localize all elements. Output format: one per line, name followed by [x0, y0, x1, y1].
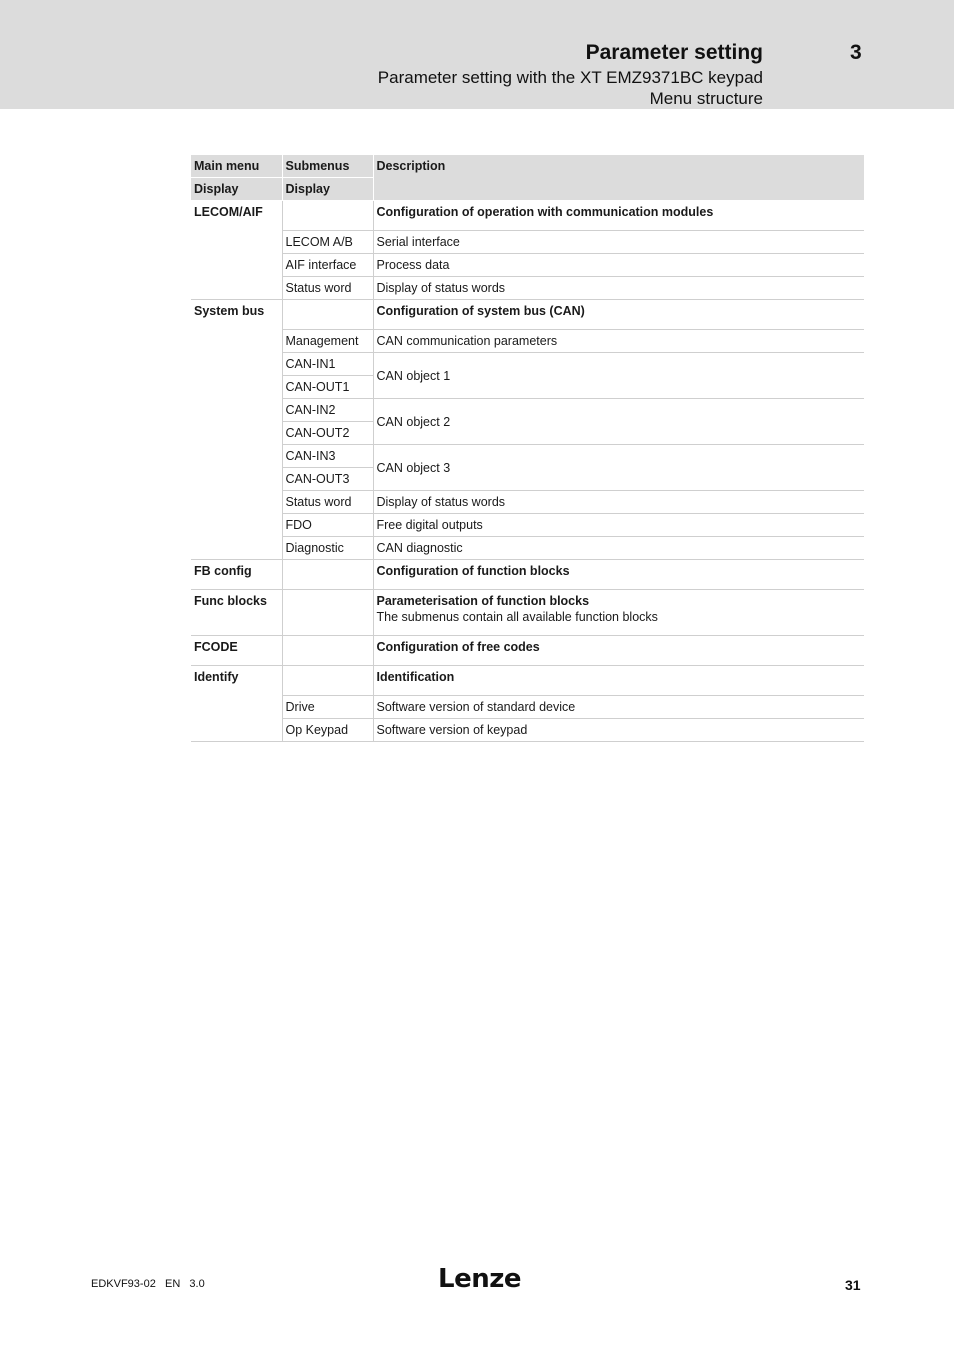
- table-row: [191, 231, 864, 254]
- table-row: [191, 201, 864, 231]
- table-row: [191, 399, 864, 422]
- submenu-description: CAN object 3: [373, 445, 864, 491]
- submenu-can-in1: CAN-IN1: [282, 353, 373, 376]
- chapter-number: 3: [850, 41, 862, 64]
- submenu-cell: [282, 636, 373, 666]
- submenu-description: Display of status words: [373, 277, 864, 300]
- subsection-subtitle: Menu structure: [649, 89, 763, 108]
- table-header-row: [191, 155, 864, 178]
- table-row: [191, 537, 864, 560]
- submenu-description: Software version of keypad: [373, 719, 864, 742]
- submenu-management: Management: [282, 330, 373, 353]
- table-row: [191, 353, 864, 376]
- submenu-description: CAN communication parameters: [373, 330, 864, 353]
- group-description: Identification: [373, 666, 864, 696]
- group-description: Configuration of operation with communication modules: [373, 201, 864, 231]
- submenu-description: Free digital outputs: [373, 514, 864, 537]
- submenu-fdo: FDO: [282, 514, 373, 537]
- submenu-description: CAN object 1: [373, 353, 864, 399]
- main-menu-fb-config: FB config: [191, 560, 282, 590]
- chapter-title: Parameter setting: [585, 41, 763, 64]
- submenu-cell: [282, 201, 373, 231]
- table-row: [191, 560, 864, 590]
- menu-structure-table: [191, 155, 864, 742]
- header-submenus: Submenus: [282, 155, 373, 178]
- submenu-cell: [282, 590, 373, 636]
- main-menu-func-blocks: Func blocks: [191, 590, 282, 636]
- submenu-aif-interface: AIF interface: [282, 254, 373, 277]
- page-number: 31: [845, 1277, 861, 1293]
- submenu-cell: [282, 300, 373, 330]
- submenu-status-word: Status word: [282, 491, 373, 514]
- main-menu-fcode: FCODE: [191, 636, 282, 666]
- table-row: [191, 300, 864, 330]
- table-row: [191, 445, 864, 468]
- submenu-diagnostic: Diagnostic: [282, 537, 373, 560]
- table-row: [191, 330, 864, 353]
- section-subtitle: Parameter setting with the XT EMZ9371BC keypad: [377, 68, 763, 87]
- table-row: [191, 719, 864, 742]
- table-row: [191, 514, 864, 537]
- table-row: [191, 491, 864, 514]
- header-description: Description: [373, 155, 864, 201]
- header-main-display: Display: [191, 178, 282, 201]
- group-description-note: The submenus contain all available function blocks: [376, 610, 658, 624]
- submenu-description: Serial interface: [373, 231, 864, 254]
- submenu-description: Process data: [373, 254, 864, 277]
- table-row: [191, 636, 864, 666]
- table-row: [191, 590, 864, 636]
- group-description: Configuration of function blocks: [373, 560, 864, 590]
- submenu-drive: Drive: [282, 696, 373, 719]
- submenu-description: CAN object 2: [373, 399, 864, 445]
- submenu-can-out1: CAN-OUT1: [282, 376, 373, 399]
- submenu-op-keypad: Op Keypad: [282, 719, 373, 742]
- main-menu-lecom-aif: LECOM/AIF: [194, 205, 263, 219]
- table-row: [191, 666, 864, 696]
- submenu-can-in2: CAN-IN2: [282, 399, 373, 422]
- main-menu-system-bus: System bus: [191, 300, 282, 560]
- submenu-can-out3: CAN-OUT3: [282, 468, 373, 491]
- main-menu-identify: Identify: [191, 666, 282, 742]
- header-sub-display: Display: [282, 178, 373, 201]
- submenu-status-word: Status word: [282, 277, 373, 300]
- group-description: Configuration of system bus (CAN): [373, 300, 864, 330]
- table-row: [191, 254, 864, 277]
- submenu-description: Software version of standard device: [373, 696, 864, 719]
- group-description: Configuration of free codes: [373, 636, 864, 666]
- table-row: [191, 696, 864, 719]
- submenu-description: CAN diagnostic: [373, 537, 864, 560]
- group-description-cell: [373, 590, 864, 636]
- submenu-description: Display of status words: [373, 491, 864, 514]
- submenu-lecom-ab: LECOM A/B: [282, 231, 373, 254]
- submenu-can-in3: CAN-IN3: [282, 445, 373, 468]
- header-main-menu: Main menu: [191, 155, 282, 178]
- group-description: Parameterisation of function blocks: [376, 594, 590, 608]
- document-id: EDKVF93-02 EN 3.0: [91, 1278, 205, 1290]
- submenu-cell: [282, 666, 373, 696]
- lenze-logo: Lenze: [438, 1264, 521, 1294]
- header-band: [0, 0, 954, 109]
- table-row: [191, 277, 864, 300]
- submenu-can-out2: CAN-OUT2: [282, 422, 373, 445]
- submenu-cell: [282, 560, 373, 590]
